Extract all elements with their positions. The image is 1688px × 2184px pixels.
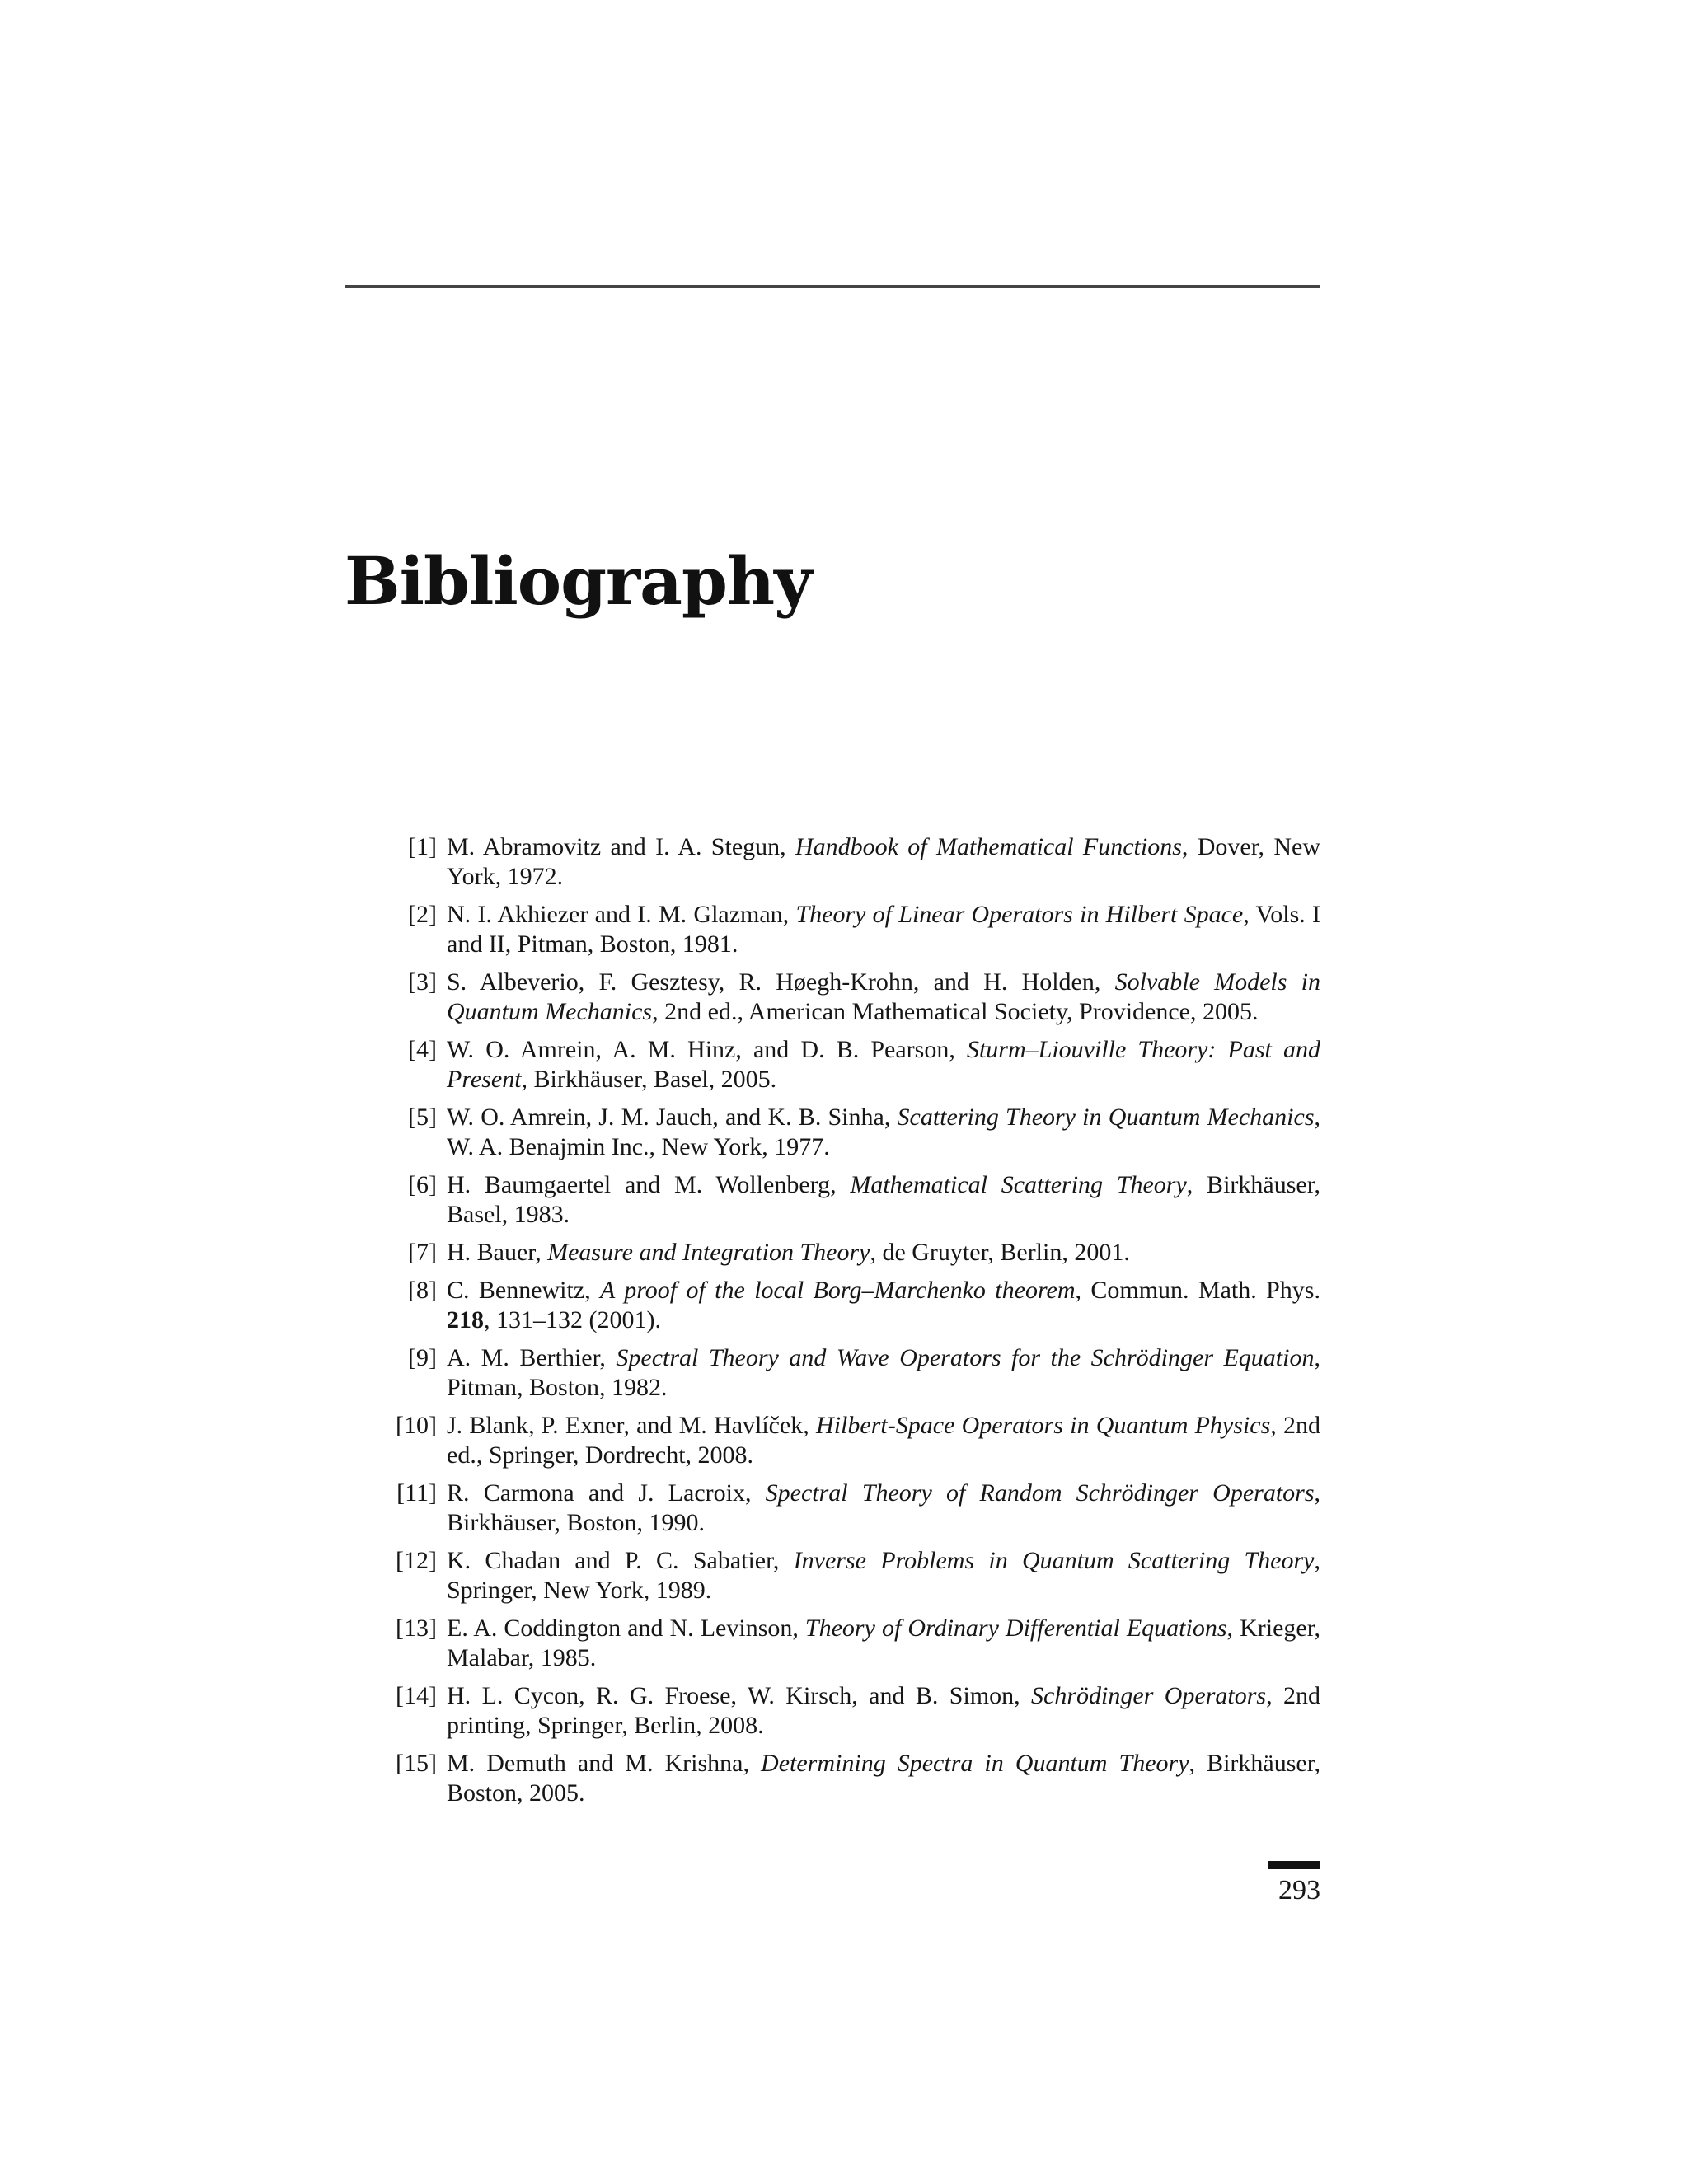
bib-entry-7	[345, 1238, 1320, 1268]
bib-authors: E. A. Coddington and N. Levinson,	[447, 1615, 805, 1642]
bib-title: Theory of Linear Operators in Hilbert Space	[795, 901, 1244, 928]
bib-publication: , 2nd ed., American Mathematical Society, Providence, 2005.	[652, 998, 1259, 1025]
bib-entry-14	[345, 1681, 1320, 1741]
page-number-bar	[1268, 1861, 1320, 1869]
bib-number: [10]	[396, 1412, 437, 1439]
bib-title: Handbook of Mathematical Functions	[795, 833, 1182, 860]
bib-publication: , Birkhäuser, Basel, 2005.	[521, 1066, 777, 1093]
bib-publication: , Vols. I and II, Pitman, Boston, 1981.	[447, 901, 1320, 958]
bib-entry-9	[345, 1343, 1320, 1403]
bib-authors: A. M. Berthier,	[447, 1344, 617, 1371]
bib-number: [9]	[408, 1344, 437, 1371]
bib-entry-8	[345, 1276, 1320, 1335]
bib-number: [4]	[408, 1036, 437, 1063]
bib-number: [13]	[396, 1615, 437, 1642]
bib-title: Spectral Theory of Random Schrödinger Operators	[765, 1479, 1315, 1507]
chapter-title: Bibliography	[345, 542, 812, 620]
top-rule	[345, 285, 1320, 288]
bib-authors: H. Baumgaertel and M. Wollenberg,	[447, 1171, 851, 1198]
bib-authors: N. I. Akhiezer and I. M. Glazman,	[447, 901, 796, 928]
bib-publication: , de Gruyter, Berlin, 2001.	[870, 1239, 1130, 1266]
bib-publication: , Birkhäuser, Boston, 2005.	[447, 1750, 1320, 1807]
bib-authors: S. Albeverio, F. Gesztesy, R. Høegh-Krohn, and H. Holden,	[447, 968, 1115, 996]
bib-number: [1]	[408, 833, 437, 860]
bib-pages: , 131–132 (2001).	[484, 1306, 661, 1333]
bib-entry-2	[345, 900, 1320, 959]
bib-number: [15]	[396, 1750, 437, 1777]
bib-entry-4	[345, 1035, 1320, 1094]
bib-title: Scattering Theory in Quantum Mechanics	[897, 1104, 1315, 1131]
bib-number: [2]	[408, 901, 437, 928]
bib-publication: , Dover, New York, 1972.	[447, 833, 1320, 890]
bib-publication: , Springer, New York, 1989.	[447, 1547, 1320, 1604]
bib-authors: M. Demuth and M. Krishna,	[447, 1750, 762, 1777]
bib-publication: , Commun. Math. Phys.	[1075, 1277, 1320, 1304]
bib-title: A proof of the local Borg–Marchenko theorem	[600, 1277, 1076, 1304]
bib-number: [8]	[408, 1277, 437, 1304]
bib-number: [5]	[408, 1104, 437, 1131]
bib-publication: , Birkhäuser, Basel, 1983.	[447, 1171, 1320, 1228]
bib-volume: 218	[447, 1306, 484, 1333]
bib-entry-12	[345, 1546, 1320, 1605]
bib-publication: , W. A. Benajmin Inc., New York, 1977.	[447, 1104, 1320, 1160]
bib-authors: W. O. Amrein, J. M. Jauch, and K. B. Sinha,	[447, 1104, 898, 1131]
bib-entry-10	[345, 1411, 1320, 1470]
bib-entry-5	[345, 1103, 1320, 1162]
bib-number: [11]	[396, 1479, 437, 1507]
bib-title: Spectral Theory and Wave Operators for the Schrödinger Equation	[616, 1344, 1315, 1371]
bib-entry-13	[345, 1614, 1320, 1673]
bib-title: Theory of Ordinary Differential Equations	[804, 1615, 1227, 1642]
page-number: 293	[1278, 1875, 1320, 1905]
bib-number: [14]	[396, 1682, 437, 1709]
bib-title: Inverse Problems in Quantum Scattering Theory	[793, 1547, 1315, 1574]
bib-authors: W. O. Amrein, A. M. Hinz, and D. B. Pearson,	[447, 1036, 967, 1063]
bib-number: [3]	[408, 968, 437, 996]
bib-entry-3	[345, 968, 1320, 1027]
bib-authors: M. Abramovitz and I. A. Stegun,	[447, 833, 795, 860]
bib-publication: , Birkhäuser, Boston, 1990.	[447, 1479, 1321, 1536]
bib-authors: K. Chadan and P. C. Sabatier,	[447, 1547, 794, 1574]
bib-authors: C. Bennewitz,	[447, 1277, 601, 1304]
bib-entry-15	[345, 1749, 1320, 1808]
bib-title: Measure and Integration Theory	[547, 1239, 870, 1266]
bib-publication: , Krieger, Malabar, 1985.	[447, 1615, 1320, 1671]
bib-publication: , 2nd printing, Springer, Berlin, 2008.	[447, 1682, 1321, 1739]
bib-entry-1	[345, 832, 1320, 892]
bib-title: Mathematical Scattering Theory	[850, 1171, 1187, 1198]
bib-title: Hilbert-Space Operators in Quantum Physics	[816, 1412, 1271, 1439]
bib-entry-6	[345, 1170, 1320, 1230]
bibliography-list	[345, 832, 1320, 1816]
bib-number: [7]	[408, 1239, 437, 1266]
bib-authors: H. Bauer,	[447, 1239, 548, 1266]
bib-title: Solvable Models in Quantum Mechanics	[447, 968, 1320, 1025]
bib-number: [12]	[396, 1547, 437, 1574]
bib-title: Schrödinger Operators	[1031, 1682, 1267, 1709]
bib-number: [6]	[408, 1171, 437, 1198]
bib-authors: J. Blank, P. Exner, and M. Havlíček,	[447, 1412, 817, 1439]
bib-title: Determining Spectra in Quantum Theory	[761, 1750, 1189, 1777]
bib-authors: R. Carmona and J. Lacroix,	[447, 1479, 766, 1507]
bib-title: Sturm–Liouville Theory: Past and Present	[447, 1036, 1320, 1093]
bib-authors: H. L. Cycon, R. G. Froese, W. Kirsch, and B. Simon,	[447, 1682, 1032, 1709]
bib-publication: , Pitman, Boston, 1982.	[447, 1344, 1320, 1401]
bib-publication: , 2nd ed., Springer, Dordrecht, 2008.	[447, 1412, 1321, 1469]
bib-entry-11	[345, 1479, 1320, 1538]
